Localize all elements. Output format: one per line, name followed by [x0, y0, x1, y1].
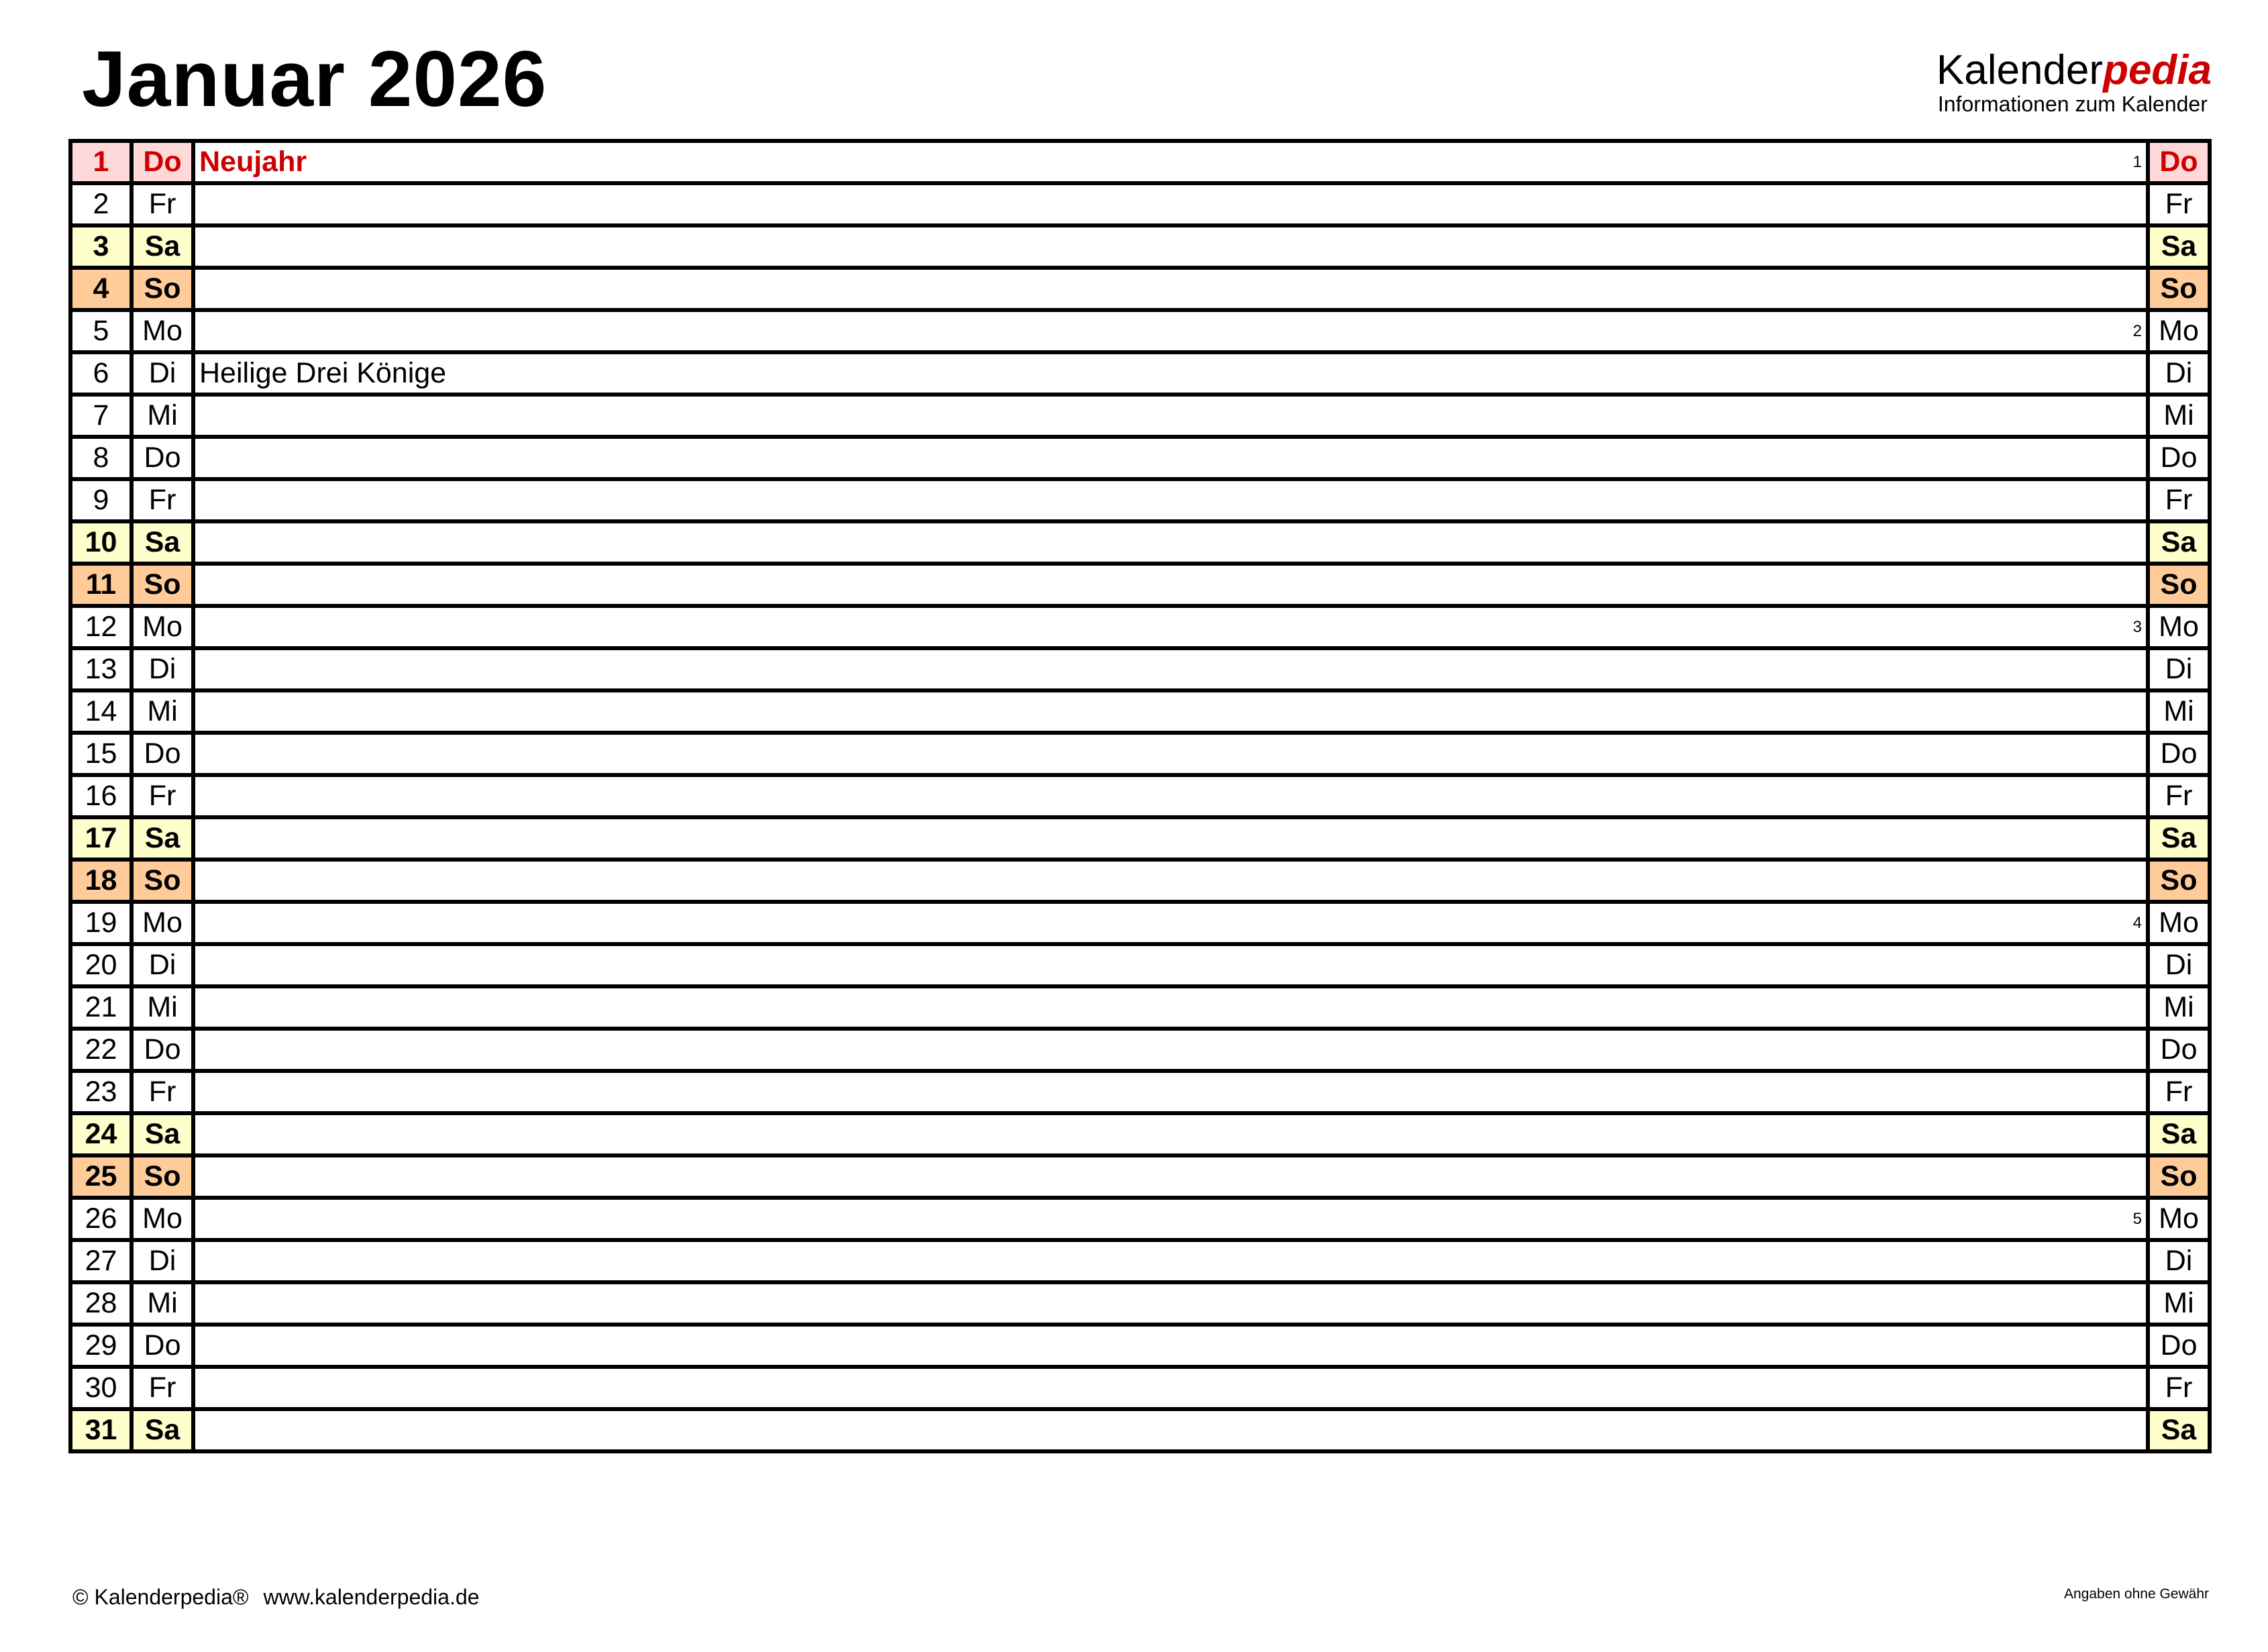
weekday: Fr [132, 1071, 193, 1113]
day-number: 28 [70, 1282, 132, 1325]
day-number: 20 [70, 944, 132, 986]
weekday-right: Do [2148, 141, 2210, 183]
day-row [70, 1198, 2210, 1240]
day-row [70, 817, 2210, 860]
day-number: 29 [70, 1325, 132, 1367]
weekday-right: Mo [2148, 606, 2210, 648]
weekday: Fr [132, 183, 193, 225]
day-number: 10 [70, 521, 132, 564]
day-number: 13 [70, 648, 132, 690]
notes-cell[interactable] [193, 1071, 2148, 1113]
week-number: 5 [2132, 1210, 2142, 1228]
day-row [70, 1282, 2210, 1325]
weekday: Mi [132, 1282, 193, 1325]
weekday: Do [132, 1029, 193, 1071]
notes-cell[interactable] [193, 395, 2148, 437]
day-row [70, 944, 2210, 986]
notes-cell[interactable] [193, 437, 2148, 479]
weekday-right: Di [2148, 1240, 2210, 1282]
weekday: Fr [132, 1367, 193, 1409]
weekday-right: Mi [2148, 690, 2210, 733]
day-number: 6 [70, 352, 132, 395]
weekday: Mi [132, 986, 193, 1029]
logo-text-pedia: pedia [2103, 47, 2212, 93]
day-number: 26 [70, 1198, 132, 1240]
weekday: Mi [132, 690, 193, 733]
day-row [70, 268, 2210, 310]
day-row [70, 1325, 2210, 1367]
day-row [70, 860, 2210, 902]
weekday: Fr [132, 775, 193, 817]
day-row [70, 733, 2210, 775]
page-title: Januar 2026 [82, 35, 548, 123]
weekday: Do [132, 141, 193, 183]
weekday: Sa [132, 817, 193, 860]
day-number: 17 [70, 817, 132, 860]
weekday: Mo [132, 1198, 193, 1240]
weekday-right: Sa [2148, 1113, 2210, 1155]
week-number: 4 [2132, 914, 2142, 932]
weekday: Do [132, 437, 193, 479]
weekday: Mi [132, 395, 193, 437]
notes-cell[interactable] [193, 183, 2148, 225]
notes-cell[interactable] [193, 1113, 2148, 1155]
day-row [70, 141, 2210, 183]
day-row [70, 1029, 2210, 1071]
notes-cell[interactable] [193, 690, 2148, 733]
footer [72, 1585, 494, 1610]
notes-cell[interactable] [193, 733, 2148, 775]
notes-cell[interactable] [193, 606, 2148, 648]
day-number: 23 [70, 1071, 132, 1113]
day-number: 15 [70, 733, 132, 775]
website-link[interactable]: www.kalenderpedia.de [263, 1585, 480, 1609]
event-label: Heilige Drei Könige [199, 357, 447, 389]
notes-cell[interactable] [193, 902, 2148, 944]
logo-tagline: Informationen zum Kalender [1937, 92, 2208, 116]
notes-cell[interactable] [193, 1409, 2148, 1451]
weekday-right: Fr [2148, 479, 2210, 521]
day-number: 11 [70, 564, 132, 606]
week-number: 2 [2132, 322, 2142, 340]
notes-cell[interactable] [193, 1155, 2148, 1198]
day-number: 3 [70, 225, 132, 268]
weekday-right: Sa [2148, 521, 2210, 564]
day-row [70, 648, 2210, 690]
notes-cell[interactable] [193, 352, 2148, 395]
notes-cell[interactable] [193, 944, 2148, 986]
copyright-text: © Kalenderpedia® [72, 1585, 249, 1609]
day-row [70, 564, 2210, 606]
notes-cell[interactable] [193, 1325, 2148, 1367]
weekday-right: Mi [2148, 1282, 2210, 1325]
weekday-right: Di [2148, 944, 2210, 986]
weekday: Di [132, 1240, 193, 1282]
day-row [70, 986, 2210, 1029]
weekday-right: Sa [2148, 225, 2210, 268]
day-number: 24 [70, 1113, 132, 1155]
weekday-right: Sa [2148, 817, 2210, 860]
day-number: 18 [70, 860, 132, 902]
weekday-right: Fr [2148, 1367, 2210, 1409]
day-number: 7 [70, 395, 132, 437]
notes-cell[interactable] [193, 564, 2148, 606]
weekday-right: So [2148, 268, 2210, 310]
week-number: 1 [2132, 153, 2142, 171]
calendar-table [68, 139, 2212, 1453]
day-row [70, 902, 2210, 944]
day-number: 19 [70, 902, 132, 944]
day-number: 25 [70, 1155, 132, 1198]
weekday-right: Do [2148, 1029, 2210, 1071]
weekday-right: Di [2148, 648, 2210, 690]
weekday: Mo [132, 902, 193, 944]
weekday: Sa [132, 225, 193, 268]
day-number: 21 [70, 986, 132, 1029]
weekday-right: Mi [2148, 986, 2210, 1029]
notes-cell[interactable] [193, 521, 2148, 564]
weekday: Fr [132, 479, 193, 521]
day-row [70, 437, 2210, 479]
day-row [70, 479, 2210, 521]
day-number: 4 [70, 268, 132, 310]
day-row [70, 690, 2210, 733]
weekday-right: Mo [2148, 1198, 2210, 1240]
day-row [70, 310, 2210, 352]
weekday: Do [132, 733, 193, 775]
notes-cell[interactable] [193, 310, 2148, 352]
day-number: 1 [70, 141, 132, 183]
weekday-right: Di [2148, 352, 2210, 395]
day-row [70, 352, 2210, 395]
logo-text-kalender: Kalender [1936, 47, 2104, 93]
day-row [70, 1071, 2210, 1113]
weekday: So [132, 1155, 193, 1198]
day-row [70, 606, 2210, 648]
day-number: 2 [70, 183, 132, 225]
weekday-right: Do [2148, 733, 2210, 775]
weekday-right: So [2148, 1155, 2210, 1198]
notes-cell[interactable] [193, 1240, 2148, 1282]
day-row [70, 1367, 2210, 1409]
weekday: Sa [132, 521, 193, 564]
day-row [70, 521, 2210, 564]
notes-cell[interactable] [193, 775, 2148, 817]
kalenderpedia-logo[interactable] [1937, 48, 2212, 115]
day-row [70, 225, 2210, 268]
notes-cell[interactable] [193, 1198, 2148, 1240]
disclaimer-text: Angaben ohne Gewähr [2064, 1586, 2209, 1602]
notes-cell[interactable] [193, 860, 2148, 902]
weekday-right: Do [2148, 437, 2210, 479]
event-label: Neujahr [199, 146, 307, 178]
weekday-right: Mo [2148, 902, 2210, 944]
weekday: Di [132, 944, 193, 986]
notes-cell[interactable] [193, 479, 2148, 521]
notes-cell[interactable] [193, 141, 2148, 183]
day-number: 9 [70, 479, 132, 521]
weekday: So [132, 564, 193, 606]
notes-cell[interactable] [193, 1367, 2148, 1409]
day-row [70, 183, 2210, 225]
day-number: 31 [70, 1409, 132, 1451]
weekday: Mo [132, 606, 193, 648]
week-number: 3 [2132, 618, 2142, 636]
weekday-right: Do [2148, 1325, 2210, 1367]
day-number: 5 [70, 310, 132, 352]
weekday: Sa [132, 1113, 193, 1155]
notes-cell[interactable] [193, 1029, 2148, 1071]
day-number: 12 [70, 606, 132, 648]
day-row [70, 775, 2210, 817]
day-number: 27 [70, 1240, 132, 1282]
weekday: Di [132, 352, 193, 395]
day-row [70, 1409, 2210, 1451]
day-number: 22 [70, 1029, 132, 1071]
day-row [70, 1240, 2210, 1282]
day-row [70, 1155, 2210, 1198]
day-number: 30 [70, 1367, 132, 1409]
day-number: 16 [70, 775, 132, 817]
notes-cell[interactable] [193, 268, 2148, 310]
weekday-right: Fr [2148, 775, 2210, 817]
notes-cell[interactable] [193, 817, 2148, 860]
notes-cell[interactable] [193, 648, 2148, 690]
weekday-right: Fr [2148, 183, 2210, 225]
weekday-right: So [2148, 860, 2210, 902]
weekday: Do [132, 1325, 193, 1367]
notes-cell[interactable] [193, 225, 2148, 268]
weekday: Mo [132, 310, 193, 352]
weekday-right: So [2148, 564, 2210, 606]
weekday: So [132, 268, 193, 310]
weekday-right: Mo [2148, 310, 2210, 352]
weekday-right: Sa [2148, 1409, 2210, 1451]
day-row [70, 395, 2210, 437]
weekday: Di [132, 648, 193, 690]
day-row [70, 1113, 2210, 1155]
day-number: 14 [70, 690, 132, 733]
day-number: 8 [70, 437, 132, 479]
weekday-right: Mi [2148, 395, 2210, 437]
weekday-right: Fr [2148, 1071, 2210, 1113]
notes-cell[interactable] [193, 986, 2148, 1029]
weekday: Sa [132, 1409, 193, 1451]
weekday: So [132, 860, 193, 902]
notes-cell[interactable] [193, 1282, 2148, 1325]
